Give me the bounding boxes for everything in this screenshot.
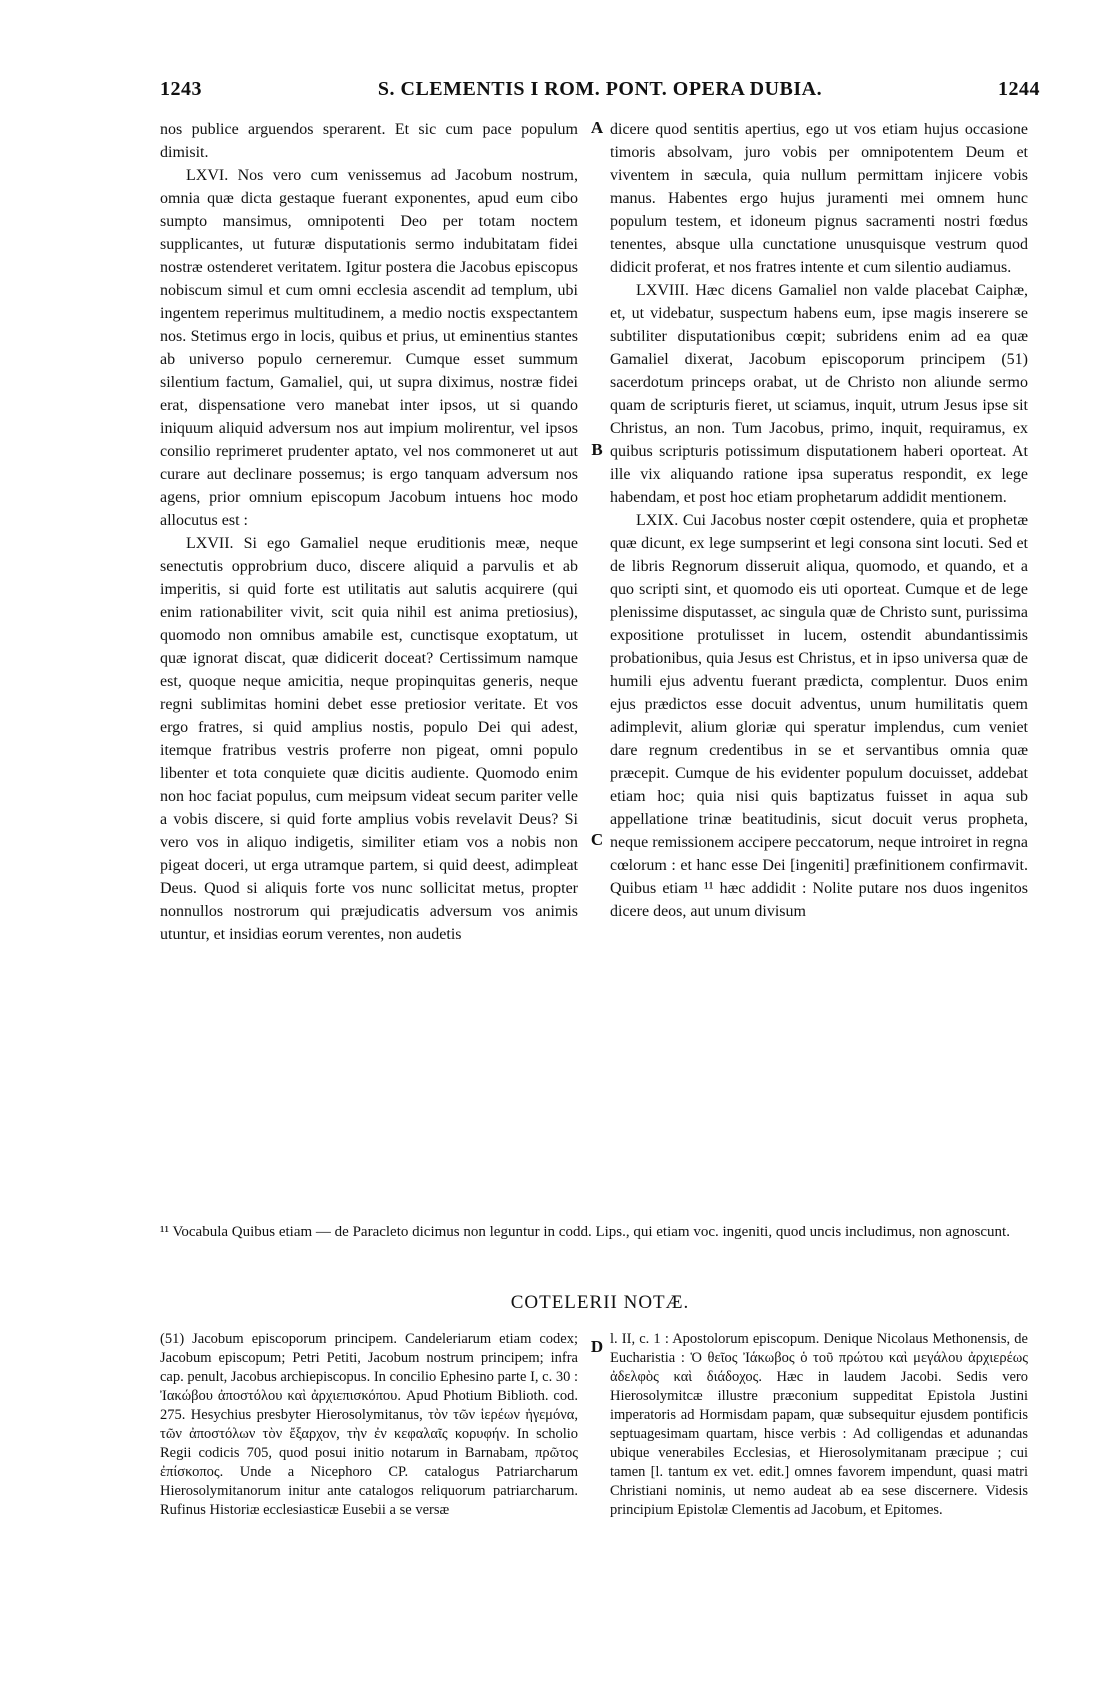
paragraph-lxix: LXIX. Cui Jacobus noster cœpit ostendere, quia et prophetæ quæ dicunt, ex lege sumpserint et legi consona sint locuti. Sed et de libris Regnorum disseruit aliqua, quomodo, et quando, et a quo scripti sint, et quomodo eis uti oporteat. Cumque et de lege plenissime disputasset, ac singula quæ de Christo sunt, purissima expositione protulisset in lucem, ostendit abundantissimis probationibus, quia Jesus est Christus, et in ipso universa quæ de humili ejus adventu fuerant prædicta, complentur. Duos enim ejus prædictos esse docuit adventus, unum humilitatis quem adimplevit, alium gloriæ qui speratur implendus, cum veniet dare regnum credentibus in se et servantibus omnia quæ præcepit. Cumque de his evidenter populum docuisset, addebat etiam hoc; quia nisi quis baptizatus fuisset in aqua sub appellatione trinæ beatitudinis, sicut docuit verus propheta, neque remissionem accipere peccatorum, neque introiret in regna cœlorum : et hanc esse Dei [ingeniti] præfinitionem confirmavit. Quibus etiam ¹¹ hæc addidit : Nolite putare nos duos ingenitos dicere deos, aut unum divisum — [610, 512, 1028, 920]
paragraph-lxvi: LXVI. Nos vero cum venissemus ad Jacobum nostrum, omnia quæ dicta gestaque fuerant exponentes, apud eum cibo sumpto mansimus, omnipotenti Deo per totam noctem supplicantes, ut futuræ disputationis sermo indubitatam fidei nostræ ostenderet veritatem. Igitur postera die Jacobus episcopus nobiscum simul et cum omni ecclesia ascendit ad templum, ubi ingentem reperimus multitudinem, a medio noctis exspectantem nos. Stetimus ergo in locis, quibus et prius, ut eminentius stantes ab universo populo cerneremur. Cumque esset summum silentium factum, Gamaliel, qui, ut supra diximus, nostræ fidei erat, dispensatione vero manebat inter ipsos, ut si quando iniquum aliquid adversum nos aut impium molirentur, vel ipsos consilio reprimeret prudenter aptato, vel nos commoneret ut aut curare aut declinare possemus; is ergo tanquam adversum nos agens, prior omnium episcopum Jacobum intuens hoc modo allocutus est : — [160, 167, 578, 529]
section-title: COTELERII NOTÆ. — [510, 1292, 690, 1313]
running-head — [160, 78, 1040, 102]
left-column — [160, 118, 578, 946]
note-51: (51) Jacobum episcoporum principem. Candeleriarum etiam codex; Jacobum episcopum; Petri Petiti, Jacobum nostrum principem; infra cap. penult, Jacobus archiepiscopus. In concilio Ephesino parte I, c. 30 : Ἰακώβου ἀποστόλου καὶ ἀρχιεπισκόπου. Apud Photium Biblioth. cod. 275. Hesychius presbyter Hierosolymitanus, τὸν τῶν ἱερέων ἡγεμόνα, τῶν ἀποστόλων τὸν ἔξαρχον, τὴν ἐν κεφαλαῖς κορυφήν. In scholio Regii codicis 705, quod posui initio notarum in Barnabam, πρῶτος ἐπίσκοπος. Unde a Nicephoro CP. catalogus Patriarcharum Hierosolymitanorum initur ante catalogos reliquorum patriarcharum. Rufinus Historiæ ecclesiasticæ Eusebii a se versæ — [160, 1331, 578, 1518]
paragraph-lxvii: LXVII. Si ego Gamaliel neque eruditionis meæ, neque senectutis opprobrium duco, discere aliquid a parvulis et ab imperitis, si quid forte est utilitatis aut salutis acquirere (qui enim rationabiliter vivit, scit quia nihil est anima pretiosius), quomodo non omnibus amabile est, cunctisque exoptatum, ut quæ ignorat discat, quæ didicerit doceat? Certissimum namque est, quoque neque amicitia, neque propinquitas generis, neque regni sublimitas homini debet esse pretiosior veritate. Et vos ergo fratres, si quid amplius nostis, populo Dei qui adest, itemque fratribus vestris proferre non pigeat, omni populo libenter et tota conquiete quæ dicitis audiente. Quomodo enim non hoc faciat populus, cum meipsum videat secum pariter velle a vobis discere, si quid forte amplius vobis revelavit Deus? Si vero vos in aliquo indigetis, similiter etiam vos a nobis non pigeat doceri, ut erga utramque partem, si quid deest, adimpleat Deus. Quod si aliquis forte vos nunc sollicitat metus, propter nonnullos nostrorum qui præjudicatis adversum vos animis utuntur, et insidias eorum verentes, non audetis — [160, 535, 578, 943]
page-title: S. CLEMENTIS I ROM. PONT. OPERA DUBIA. — [377, 78, 823, 100]
margin-letter-d: D — [590, 1337, 604, 1356]
right-column — [610, 118, 1028, 923]
margin-letter-b: B — [591, 440, 603, 459]
margin-letter-a: A — [590, 118, 604, 137]
page-number-right: 1244 — [998, 78, 1040, 100]
margin-letter-c: C — [590, 830, 604, 849]
note-51-continued: l. II, c. 1 : Apostolorum episcopum. Denique Nicolaus Methonensis, de Eucharistia : Ὁ θεῖος Ἰάκωβος ὁ τοῦ πρώτου καὶ μεγάλου ἀρχιερέως ἀδελφὸς καὶ διάδοχος. Hæc in laudem Jacobi. Sedis vero Hierosolymitcæ illustre præconium suppeditat Epistola Justini imperatoris ad Hormisdam papam, quæ subsequitur ejusdem pontificis septuagesimam quartam, hisce verbis : Ad colligendas et adunandas ubique venerabiles Ecclesias, et Hierosolymitanam præcipue ; cui tamen [l. tantum ex vet. edit.] omnes favorem impendunt, quasi matri Christiani nominis, ut nemo audeat ab ea sese discernere. Videsis principium Epistolæ Clementis ad Jacobum, et Epitomes. — [610, 1331, 1028, 1518]
page-number-left: 1243 — [160, 78, 202, 100]
footnote: ¹¹ Vocabula Quibus etiam — de Paracleto dicimus non leguntur in codd. Lips., qui etiam voc. ingeniti, quod uncis includimus, non agnoscunt. — [160, 1224, 1010, 1240]
paragraph-lxviii: LXVIII. Hæc dicens Gamaliel non valde placebat Caiphæ, et, ut videbatur, suspectum habens eum, ipse magis inserere se subtiliter disputationibus cœpit; subridens enim ad ea quæ Gamaliel dixerat, Jacobum episcoporum principem (51) sacerdotum princeps orabat, ut de Christo non aliunde sermo quam de scripturis fieret, ut sciamus, inquit, utrum Jesus ipse sit Christus, an non. Tum Jacobus, primo, inquit, requiramus, ex quibus scripturis potissimum disputationem haberi oporteat. At ille vix aliquando ratione ipsa superatus respondit, ex lege habendam, et post hoc etiam prophetarum addidit mentionem. — [610, 282, 1028, 506]
notes-right-column — [610, 1330, 1028, 1520]
paragraph-continuation: nos publice arguendos sperarent. Et sic cum pace populum dimisit. — [160, 121, 578, 161]
paragraph-continuation-right: dicere quod sentitis apertius, ego ut vos etiam hujus occasione timoris absolvam, juro vobis per omnipotentem Deum et viventem in sæcula, quia nullum permittam injicere vobis manus. Habentes ergo hujus juramenti mei omnem hunc populum testem, et idoneum pignus sacramenti nostri fœdus tenentes, absque ulla cunctatione unusquisque vestrum quod didicit proferat, et nos fratres intente et cum silentio audiamus. — [610, 121, 1028, 276]
notes-left-column — [160, 1330, 578, 1520]
